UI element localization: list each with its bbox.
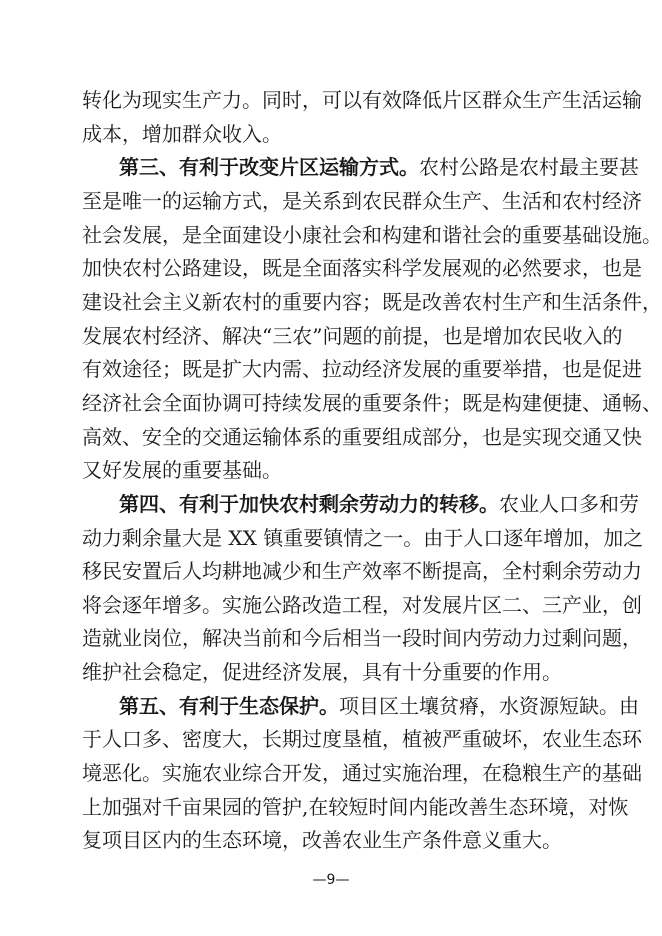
- text-line: 经济社会全面协调可持续发展的重要条件；既是构建便捷、通畅、: [82, 390, 662, 415]
- text-line: 成本，增加群众收入。: [82, 121, 282, 146]
- section-heading: 第四、有利于加快农村剩余劳动力的转移。: [119, 491, 499, 516]
- text-line: 移民安置后人均耕地减少和生产效率不断提高，全村剩余劳动力: [82, 559, 642, 584]
- text-line: 转化为现实生产力。同时，可以有效降低片区群众生产生活运输: [82, 88, 642, 112]
- text-line: 造就业岗位，解决当前和今后相当一段时间内劳动力过剩问题，: [82, 626, 642, 651]
- text-line: 至是唯一的运输方式，是关系到农民群众生产、生活和农村经济: [82, 189, 642, 213]
- text-line: 社会发展，是全面建设小康社会和构建和谐社会的重要基础设施。: [82, 222, 662, 247]
- text-line: 第五、有利于生态保护。项目区土壤贫瘠，水资源短缺。由: [119, 693, 639, 718]
- text-line: 建设社会主义新农村的重要内容；既是改善农村生产和生活条件，: [82, 289, 662, 314]
- text-line: 第四、有利于加快农村剩余劳动力的转移。农业人口多和劳: [119, 491, 639, 516]
- text-line: 于人口多、密度大，长期过度垦植，植被严重破坏，农业生态环: [82, 727, 642, 752]
- text-line: 境恶化。实施农业综合开发，通过实施治理，在稳粮生产的基础: [82, 761, 642, 785]
- text-line: 动力剩余量大是 XX 镇重要镇情之一。由于人口逐年增加，加之: [82, 525, 644, 550]
- text-line: 加快农村公路建设，既是全面落实科学发展观的必然要求，也是: [82, 256, 642, 281]
- section-heading: 第三、有利于改变片区运输方式。: [119, 155, 419, 180]
- page-number: —9—: [312, 872, 350, 888]
- text-line: 将会逐年增多。实施公路改造工程，对发展片区二、三产业，创: [82, 592, 642, 617]
- text-line: 维护社会稳定，促进经济发展，具有十分重要的作用。: [82, 660, 562, 685]
- text-line: 上加强对千亩果园的管护,在较短时间内能改善生态环境，对恢: [82, 794, 629, 819]
- text-line: 第三、有利于改变片区运输方式。农村公路是农村最主要甚: [119, 155, 639, 180]
- text-line: 复项目区内的生态环境，改善农业生产条件意义重大。: [82, 828, 562, 853]
- text-line: 发展农村经济、解决“三农”问题的前提，也是增加农民收入的: [82, 323, 623, 348]
- section-heading: 第五、有利于生态保护。: [119, 693, 339, 718]
- text-line: 有效途径；既是扩大内需、拉动经济发展的重要举措，也是促进: [82, 357, 642, 382]
- text-line: 高效、安全的交通运输体系的重要组成部分，也是实现交通又快: [82, 424, 642, 449]
- text-line: 又好发展的重要基础。: [82, 458, 282, 483]
